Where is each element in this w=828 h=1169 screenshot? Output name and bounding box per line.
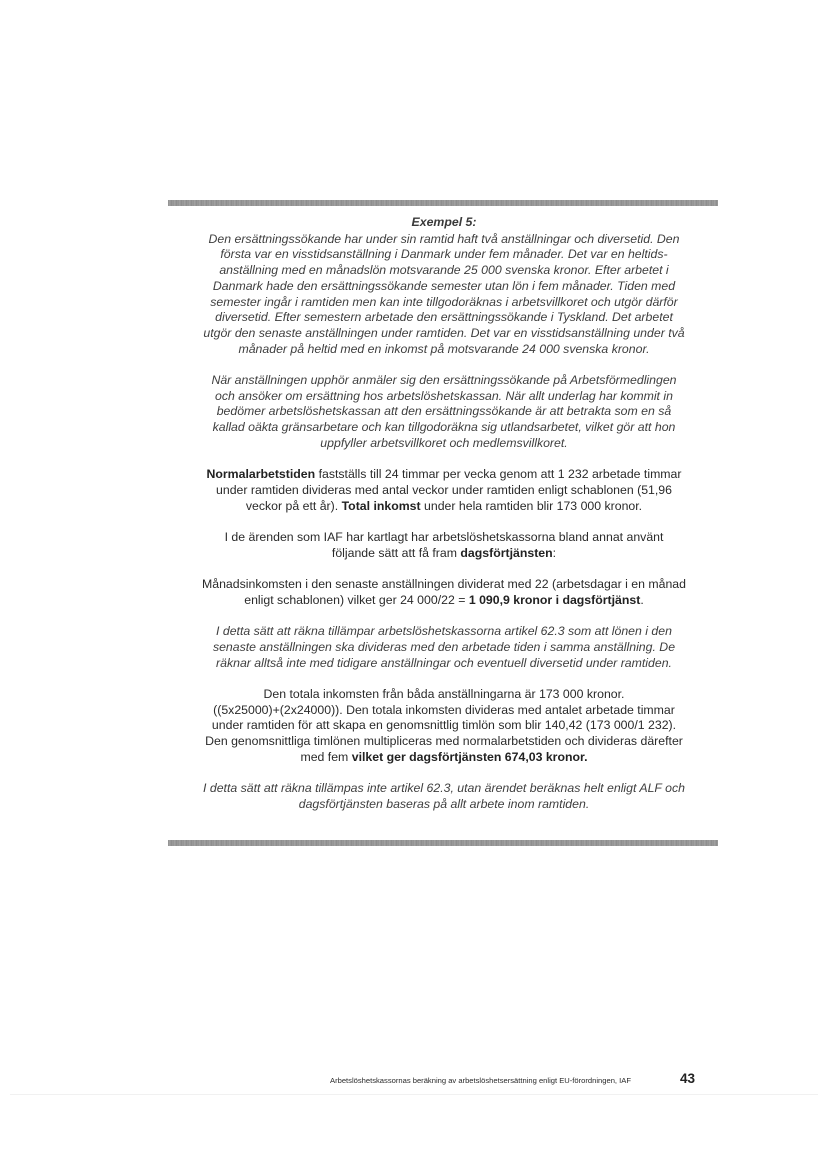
example-box	[166, 215, 722, 813]
footer-text: Arbetslöshetskassornas beräkning av arbetslöshetsersättning enligt EU-förordningen, IAF	[330, 1076, 631, 1085]
normal-working-time-paragraph: Normalarbetstiden fastställs till 24 timmar per vecka genom att 1 232 arbetade timmar under ramtiden divideras med antal veckor under ramtiden enligt schablonen (51,96 veckor på ett år). Total inkomst under hela ramtiden blir 173 000 kronor.	[206, 467, 682, 513]
monthly-income-paragraph: Månadsinkomsten i den senaste anställningen dividerat med 22 (arbetsdagar i en månad enligt schablonen) vilket ger 24 000/22 = 1 090,9 kronor i dagsförtjänst.	[202, 577, 686, 607]
spacer	[166, 452, 722, 468]
page-number: 43	[680, 1071, 696, 1086]
total-income-term: Total inkomst	[341, 498, 421, 513]
spacer	[166, 609, 722, 625]
spacer	[166, 357, 722, 373]
spacer	[166, 766, 722, 782]
example-paragraph-1: Den ersättningssökande har under sin ramtid haft två anställningar och diversetid. Den första var en visstidsanställning i Danmark under fem månader. Det var en heltids- anställning med en månadslön motsvarande 25 000 svenska kronor. Efter arbetet i Danmark hade den ersättningssökande semester utan lön i fem månader. Tiden med semester ingår i ramtiden men kan inte tillgodoräknas i arbetsvillkoret och utgör därför diversetid. Efter semestern arbetade den ersättningssökande i Tyskland. Det arbetet utgör den senaste anställningen under ramtiden. Det var en visstidsanställning under två månader på heltid med en inkomst på motsvarande 24 000 svenska kronor.	[203, 231, 685, 356]
page-bottom-line	[10, 1094, 818, 1095]
daily-earnings-result-1: 1 090,9 kronor i dagsförtjänst	[468, 592, 641, 607]
total-income-calculation-paragraph: Den totala inkomsten från båda anställningarna är 173 000 kronor. ((5x25000)+(2x24000)). Den totala inkomsten divideras med antalet arbetade timmar under ramtiden för att skapa en genomsnittlig timlön som blir 140,42 (173 000/1 232). Den genomsnittliga timlönen multipliceras med normalarbetstiden och divideras därefter med fem vilket ger dagsförtjänsten 674,03 kronor.	[205, 687, 683, 764]
top-shaded-rule	[168, 200, 718, 206]
methods-intro-paragraph: I de ärenden som IAF har kartlagt har arbetslöshetskassorna bland annat använt följande sätt att få fram dagsförtjänsten:	[224, 530, 664, 560]
normal-working-time-term: Normalarbetstiden	[206, 467, 316, 482]
spacer	[166, 561, 722, 577]
daily-earnings-result-2: vilket ger dagsförtjänsten 674,03 kronor.	[351, 749, 588, 764]
spacer	[166, 514, 722, 530]
article-62-3-applied-paragraph: I detta sätt att räkna tillämpar arbetslöshetskassorna artikel 62.3 som att lönen i den senaste anställningen ska divideras med den arbetade tiden i samma anställning. De räknar alltså inte med tidigare anställningar och eventuell diversetid under ramtiden.	[212, 624, 676, 670]
spacer	[166, 671, 722, 687]
bottom-shaded-rule	[168, 840, 718, 846]
example-paragraph-2: När anställningen upphör anmäler sig den ersättningssökande på Arbetsförmedlingen och ansöker om ersättning hos arbetslöshetskassan. När allt underlag har kommit in bedömer arbetslöshetskassan att den ersättningssökande är att betrakta som en så kallad oäkta gränsarbetare och kan tillgodoräkna sig utlandsarbetet, vilket gör att hon uppfyller arbetsvillkoret och medlemsvillkoret.	[211, 373, 677, 450]
daily-earnings-term: dagsförtjänsten	[460, 545, 553, 560]
page-footer	[330, 1073, 730, 1089]
example-title: Exempel 5:	[411, 215, 477, 229]
article-62-3-not-applied-paragraph: I detta sätt att räkna tillämpas inte artikel 62.3, utan ärendet beräknas helt enligt ALF och dagsförtjänsten baseras på allt arbete inom ramtiden.	[203, 781, 685, 811]
